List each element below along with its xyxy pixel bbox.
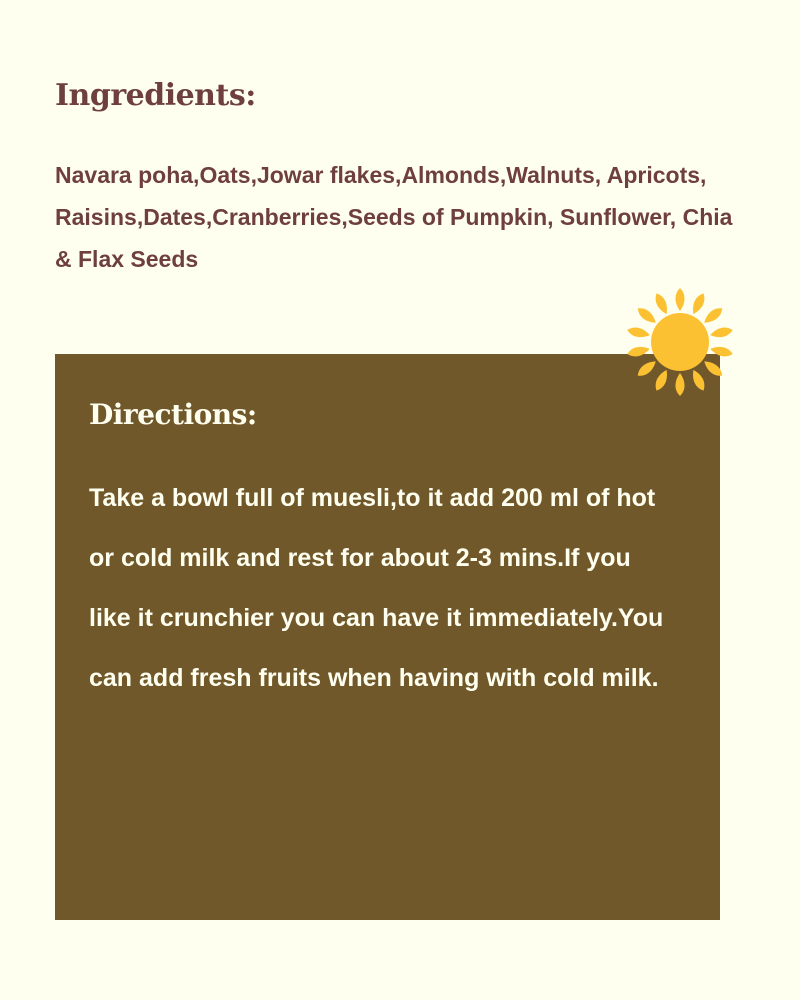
sun-ray <box>652 368 670 393</box>
sun-ray <box>709 344 733 358</box>
ingredients-title: Ingredients: <box>55 78 256 113</box>
directions-panel <box>55 354 720 920</box>
sun-ray <box>689 291 707 316</box>
sun-ray <box>626 326 650 340</box>
sun-ray <box>675 288 684 311</box>
sun-ray <box>626 344 650 358</box>
sun-ray <box>675 373 684 396</box>
directions-title: Directions: <box>89 398 257 431</box>
sun-ray <box>701 358 725 379</box>
sun-ray <box>689 368 707 393</box>
sun-ray <box>709 326 733 340</box>
sun-ray <box>652 291 670 316</box>
directions-text: Take a bowl full of muesli,to it add 200 ml of hot or cold milk and rest for about 2-3 mins.If you like it crunchier you can have it immediately.You can add fresh fruits when having with cold milk. <box>89 484 664 692</box>
sun-ray <box>701 305 725 326</box>
sun-icon <box>621 283 739 401</box>
ingredients-list: Navara poha,Oats,Jowar flakes,Almonds,Walnuts, Apricots, Raisins,Dates,Cranberries,Seeds of Pumpkin, Sunflower, Chia & Flax Seeds <box>55 162 733 272</box>
sun-ray <box>635 305 659 326</box>
sun-ray <box>635 358 659 379</box>
